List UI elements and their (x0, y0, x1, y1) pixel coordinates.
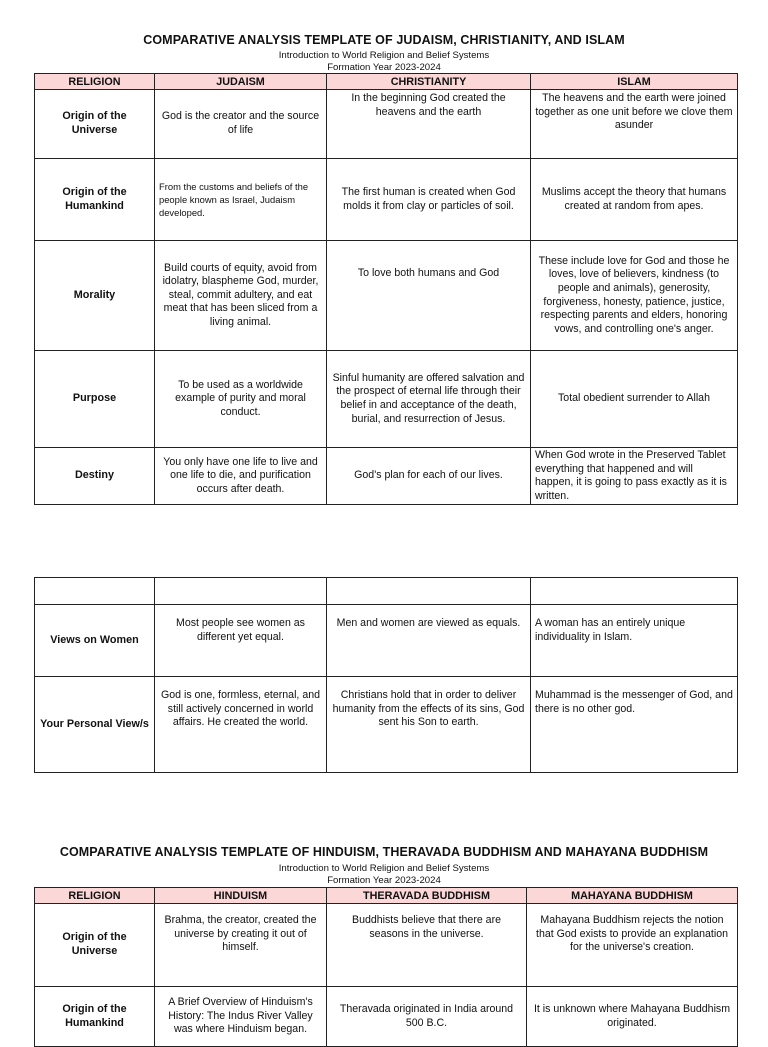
cell-christianity: In the beginning God created the heavens and the earth (327, 90, 531, 159)
row-label: Origin of the Universe (35, 90, 155, 159)
cell-judaism: God is one, formless, eternal, and still actively concerned in world affairs. He created the world. (155, 677, 327, 773)
header-theravada: THERAVADA BUDDHISM (327, 888, 527, 904)
cell-islam: Muslims accept the theory that humans created at random from apes. (531, 159, 738, 241)
header-religion: RELIGION (35, 888, 155, 904)
cell-islam: When God wrote in the Preserved Tablet everything that happened and will happen, it is going to pass exactly as it is written. (531, 448, 738, 505)
cell-christianity: Sinful humanity are offered salvation and the prospect of eternal life through their belief in and acceptance of the death, burial, and resurrection of Jesus. (327, 351, 531, 448)
header-hinduism: HINDUISM (155, 888, 327, 904)
cell-christianity: God's plan for each of our lives. (327, 448, 531, 505)
row-label: Views on Women (35, 605, 155, 677)
row-label: Origin of the Humankind (35, 159, 155, 241)
table-row (35, 677, 738, 773)
cell-christianity: Men and women are viewed as equals. (327, 605, 531, 677)
table-row (35, 448, 738, 505)
cell-islam: These include love for God and those he loves, love of believers, kindness (to people and animals), generosity, forgiveness, honesty, patience, justice, respecting parents and elders, honoring vows, and controlling one's anger. (531, 241, 738, 351)
table-row (35, 605, 738, 677)
cell-christianity: Christians hold that in order to deliver humanity from the effects of its sins, God sent his Son to earth. (327, 677, 531, 773)
cell-judaism (155, 578, 327, 605)
cell-islam (531, 578, 738, 605)
row-label: Your Personal View/s (35, 677, 155, 773)
cell-christianity: The first human is created when God molds it from clay or particles of soil. (327, 159, 531, 241)
cell-islam: Total obedient surrender to Allah (531, 351, 738, 448)
table-row (35, 904, 738, 987)
cell-judaism: You only have one life to live and one life to die, and purification occurs after death. (155, 448, 327, 505)
section1-formation: Formation Year 2023-2024 (327, 62, 441, 73)
cell-judaism: To be used as a worldwide example of purity and moral conduct. (155, 351, 327, 448)
table-hinduism-buddhism (34, 887, 738, 1047)
section1-subtitle: Introduction to World Religion and Belief Systems (278, 50, 490, 61)
cell-hinduism: Brahma, the creator, created the universe by creating it out of himself. (155, 904, 327, 987)
header-religion: RELIGION (35, 74, 155, 90)
row-label: Destiny (35, 448, 155, 505)
section3-title: COMPARATIVE ANALYSIS TEMPLATE OF HINDUISM, THERAVADA BUDDHISM AND MAHAYANA BUDDHISM (59, 845, 709, 859)
cell-judaism: From the customs and beliefs of the people known as Israel, Judaism developed. (155, 159, 327, 241)
row-label: Origin of the Universe (35, 904, 155, 987)
table-row (35, 90, 738, 159)
table-judaism-christianity-islam (34, 73, 738, 505)
header-mahayana: MAHAYANA BUDDHISM (527, 888, 738, 904)
cell-islam: The heavens and the earth were joined together as one unit before we clove them asunder (531, 90, 738, 159)
cell-theravada: Theravada originated in India around 500 B.C. (327, 987, 527, 1047)
cell-mahayana: Mahayana Buddhism rejects the notion that God exists to provide an explanation for the universe's creation. (527, 904, 738, 987)
header-islam: ISLAM (531, 74, 738, 90)
cell-mahayana: It is unknown where Mahayana Buddhism originated. (527, 987, 738, 1047)
cell-islam: Muhammad is the messenger of God, and there is no other god. (531, 677, 738, 773)
header-judaism: JUDAISM (155, 74, 327, 90)
cell-hinduism: A Brief Overview of Hinduism's History: The Indus River Valley was where Hinduism began. (155, 987, 327, 1047)
cell-christianity: To love both humans and God (327, 241, 531, 351)
header-christianity: CHRISTIANITY (327, 74, 531, 90)
table-row (35, 578, 738, 605)
section1-title: COMPARATIVE ANALYSIS TEMPLATE OF JUDAISM, CHRISTIANITY, AND ISLAM (143, 33, 625, 47)
row-label (35, 578, 155, 605)
table-header-row (35, 888, 738, 904)
table-continuation (34, 577, 738, 773)
cell-judaism: God is the creator and the source of life (155, 90, 327, 159)
table-row (35, 351, 738, 448)
row-label: Origin of the Humankind (35, 987, 155, 1047)
row-label: Morality (35, 241, 155, 351)
cell-islam: A woman has an entirely unique individuality in Islam. (531, 605, 738, 677)
table-header-row (35, 74, 738, 90)
table-row (35, 159, 738, 241)
cell-theravada: Buddhists believe that there are seasons in the universe. (327, 904, 527, 987)
cell-judaism: Build courts of equity, avoid from idolatry, blaspheme God, murder, steal, commit adultery, and eat meat that has been sliced from a living animal. (155, 241, 327, 351)
table-row (35, 987, 738, 1047)
row-label: Purpose (35, 351, 155, 448)
table-row (35, 241, 738, 351)
cell-judaism: Most people see women as different yet equal. (155, 605, 327, 677)
section3-formation: Formation Year 2023-2024 (327, 875, 441, 886)
cell-christianity (327, 578, 531, 605)
section3-subtitle: Introduction to World Religion and Belief Systems (278, 863, 490, 874)
